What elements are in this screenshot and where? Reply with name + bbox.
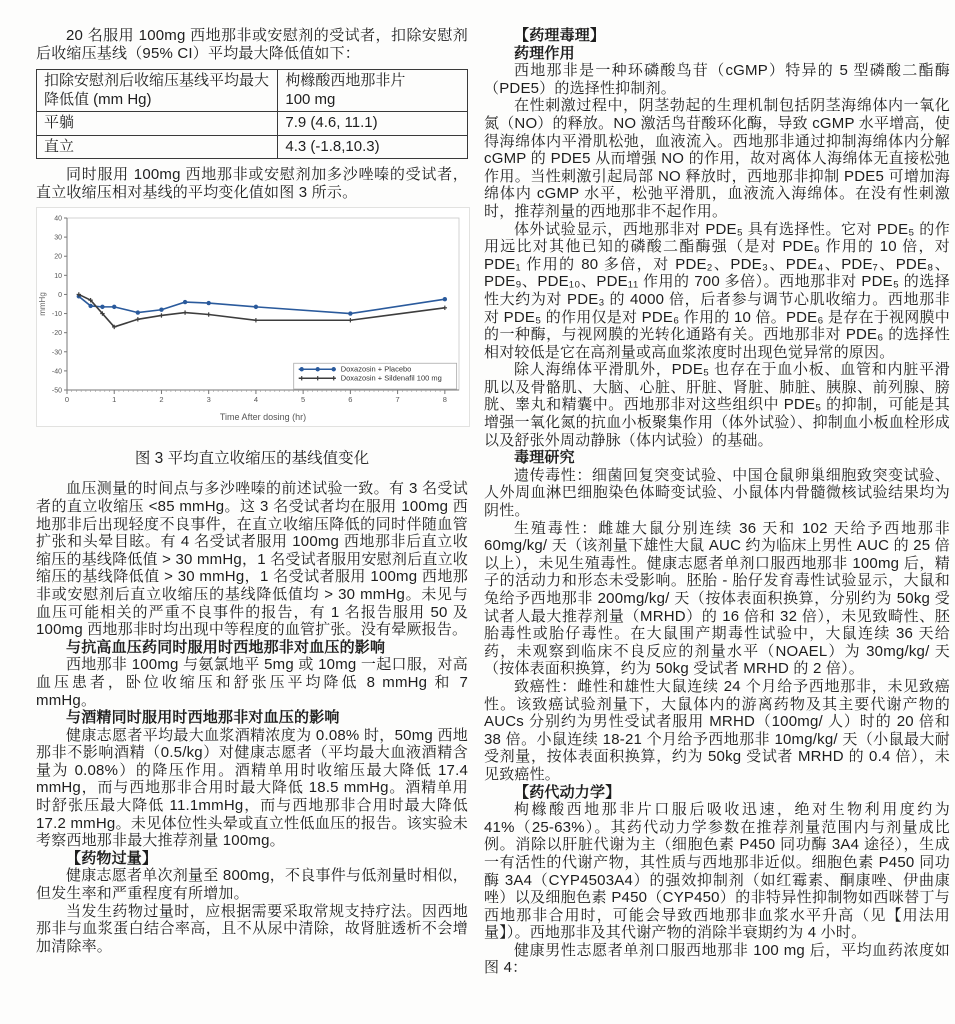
svg-text:0: 0: [64, 395, 70, 405]
pk-paragraph-2: 健康男性志愿者单剂口服西地那非 100 mg 后，平均血药浓度如图 4：: [484, 941, 950, 977]
svg-text:2: 2: [159, 395, 164, 405]
svg-text:-10: -10: [51, 311, 62, 319]
pharm-paragraph-1: 西地那非是一种环磷酸鸟苷（cGMP）特异的 5 型磷酸二酯酶（PDE5）的选择性抑制剂。: [484, 62, 950, 97]
figure-3: [36, 207, 468, 432]
table-cell-standing-label: 直立: [37, 135, 278, 159]
svg-text:Time After dosing (hr): Time After dosing (hr): [219, 412, 307, 423]
table-header-drug-line2: 100 mg: [285, 90, 336, 108]
figure-3-caption: 图 3 平均直立收缩压的基线值变化: [134, 450, 370, 468]
pharm-paragraph-3: 体外试验显示，西地那非对 PDE₅ 具有选择性。它对 PDE₅ 的作用远比对其他已知的磷酸二酯酶强（是对 PDE₆ 作用的 10 倍，对 PDE₁ 作用的 80 多倍，对 PDE₂、PDE₃、PDE₄、PDE₇、PDE₈、PDE₉、PDE₁₀、PDE₁₁ 作用的 700 多倍）。西地那非对 PDE₅ 的选择性大约为对 PDE₃ 的 4000 倍，后者参与调节心肌收缩力。西地那非对 PDE₅ 的作用仅是对 PDE₆ 作用的 10 倍。PDE₆ 是存在于视网膜中的一种酶，与视网膜的光转化通路有关。西地那非对 PDE₆ 的选择性相对较低是它在高剂量或高血浆浓度时出现色觉异常的原因。: [484, 220, 950, 361]
intro-paragraph: 20 名服用 100mg 西地那非或安慰剂的受试者，扣除安慰剂后收缩压基线（95% CI）平均最大降低值如下：: [36, 27, 468, 62]
paragraph-after-table: 同时服用 100mg 西地那非或安慰剂加多沙唑嗪的受试者，直立收缩压相对基线的平均变化值如图 3 所示。: [36, 166, 468, 201]
figure-3-svg: [36, 207, 470, 427]
heading-alcohol: 与酒精同时服用时西地那非对血压的影响: [66, 709, 340, 727]
heading-antihypertensive: 与抗高血压药同时服用时西地那非对血压的影响: [66, 638, 386, 656]
bp-reduction-table: [36, 69, 468, 159]
svg-text:-40: -40: [51, 368, 62, 376]
tox-paragraph-genetic: 遗传毒性：细菌回复突变试验、中国仓鼠卵巢细胞致突变试验、人外周血淋巴细胞染色体畸变试验、小鼠体内骨髓微核试验结果均为阴性。: [484, 466, 950, 520]
svg-text:6: 6: [348, 395, 353, 405]
pharmtox-section-heading: 【药理毒理】: [514, 27, 606, 44]
table-header-label-cell: 扣除安慰剂后收缩压基线平均最大降低值 (mm Hg): [37, 70, 278, 112]
svg-text:10: 10: [54, 273, 62, 281]
overdose-paragraph-2: 当发生药物过量时，应根据需要采取常规支持疗法。因西地那非与血浆蛋白结合率高，且不从尿中清除，故肾脏透析不会增加清除率。: [36, 902, 468, 955]
pharm-paragraph-4: 除人海绵体平滑肌外，PDE₅ 也存在于血小板、血管和内脏平滑肌以及骨骼肌、大脑、心脏、肝脏、肾脏、肺脏、胰腺、前列腺、膀胱、睾丸和精囊中。西地那非对这些组织中 PDE₅ 的抑制，可能是其增强一氧化氮的抗血小板聚集作用（体外试验）、抑制血小板血栓形成以及舒张外周动静脉（体内试验）的基础。: [484, 361, 950, 449]
svg-text:30: 30: [54, 234, 62, 242]
svg-text:-20: -20: [51, 330, 62, 338]
svg-text:5: 5: [301, 395, 306, 405]
svg-text:-30: -30: [51, 349, 62, 357]
svg-text:40: 40: [54, 215, 62, 223]
svg-text:Doxazosin + Sildenafil 100 mg: Doxazosin + Sildenafil 100 mg: [340, 374, 442, 384]
overdose-paragraph-1: 健康志愿者单次剂量至 800mg，不良事件与低剂量时相似，但发生率和严重程度有所增加。: [36, 867, 468, 903]
figure-3-chart: [36, 207, 468, 432]
overdose-section-heading: 【药物过量】: [66, 849, 158, 867]
tox-paragraph-reproductive: 生殖毒性：雌雄大鼠分别连续 36 天和 102 天给予西地那非 60mg/kg/ 天（该剂量下雄性大鼠 AUC 约为临床上男性 AUC 的 25 倍以上），未见生殖毒性。健康志愿者单剂口服西地那非 100mg 后，精子的活动力和形态未受影响。胚胎 - 胎仔发育毒性试验显示，大鼠和兔给予西地那非 200mg/kg/ 天（按体表面积换算，分别约为 50kg 受试者人最大推荐剂量（MRHD）的 16 倍和 32 倍），未见致畸性、胚胎毒性或胎仔毒性。在大鼠围产期毒性试验中，大鼠连续 36 天给药，未观察到临床不良反应的剂量水平（NOAEL）为 30mg/kg/ 天（按体表面积换算，约为 50kg 受试者 MRHD 的 2 倍）。: [484, 519, 950, 678]
antihypertensive-paragraph: 西地那非 100mg 与氨氯地平 5mg 或 10mg 一起口服，对高血压患者，卧位收缩压和舒张压平均降低 8 mmHg 和 7 mmHg。: [36, 656, 468, 709]
table-row: [37, 135, 468, 159]
table-cell-supine-value: 7.9 (4.6, 11.1): [278, 112, 468, 136]
svg-text:Doxazosin + Placebo: Doxazosin + Placebo: [340, 365, 412, 375]
table-row: [37, 112, 468, 136]
pk-paragraph-1: 枸橼酸西地那非片口服后吸收迅速，绝对生物利用度约为 41%（25-63%）。其药代动力学参数在推荐剂量范围内与剂量成比例。消除以肝脏代谢为主（细胞色素 P450 同功酶 3A4 途径），生成一有活性的代谢产物，其性质与西地那非近似。细胞色素 P450 同功酶 3A4（CYP4503A4）的强效抑制剂（如红霉素、酮康唑、伊曲康唑）以及细胞色素 P450（CYP450）的非特异性抑制物如西咪替丁与西地那非合用时，可能会导致西地那非血浆水平升高（见【用法用量】）。西地那非及其代谢产物的消除半衰期约为 4 小时。: [484, 801, 950, 942]
svg-text:20: 20: [54, 254, 62, 262]
pk-section-heading: 【药代动力学】: [514, 783, 621, 801]
alcohol-paragraph: 健康志愿者平均最大血浆酒精浓度为 0.08% 时，50mg 西地那非不影响酒精（0.5/kg）对健康志愿者（平均最大血液酒精含量为 0.08%）的降压作用。酒精单用时收缩压最大降低 17.4 mmHg，而与西地那非合用时最大降低 18.5 mmHg。酒精单用时舒张压最大降低 11.1mmHg，而与西地那非合用时最大降低 17.2 mmHg。未见体位性头晕或直立性低血压的报告。该实验未考察西地那非最大推荐剂量 100mg。: [36, 726, 468, 850]
svg-text:8: 8: [442, 395, 447, 405]
table-header-drug-cell: [278, 70, 468, 112]
svg-text:4: 4: [253, 395, 259, 405]
tox-research-heading: 毒理研究: [514, 449, 575, 467]
pharm-action-heading: 药理作用: [514, 44, 575, 62]
svg-text:-50: -50: [51, 387, 62, 395]
svg-text:0: 0: [58, 292, 62, 300]
svg-text:1: 1: [112, 395, 117, 405]
left-column: [36, 27, 468, 977]
table-header-row: [37, 70, 468, 112]
pharm-paragraph-2: 在性刺激过程中，阴茎勃起的生理机制包括阴茎海绵体内一氧化氮（NO）的释放。NO 激活鸟苷酸环化酶，导致 cGMP 水平增高，使得海绵体内平滑肌松弛，血液流入。西地那非通过抑制海绵体内分解 cGMP 的 PDE5 从而增强 NO 的作用，故对离体人海绵体无直接松弛作用。当性刺激引起局部 NO 释放时，西地那非抑制 PDE5 可增加海绵体内 cGMP 水平，松弛平滑肌，血液流入海绵体。在没有性刺激时，推荐剂量的西地那非不起作用。: [484, 97, 950, 220]
table-header-drug-line1: 枸橼酸西地那非片: [285, 72, 406, 90]
svg-text:mmHg: mmHg: [38, 292, 47, 317]
bp-measurement-paragraph: 血压测量的时间点与多沙唑嗪的前述试验一致。有 3 名受试者的直立收缩压 <85 mmHg。这 3 名受试者均在服用 100mg 西地那非后出现轻度不良事件，在直立收缩压降低的同时伴随血管扩张和头晕目眩。有 4 名受试者服用 100mg 西地那非后直立收缩压的基线降低值 > 30 mmHg，1 名受试者服用安慰剂后直立收缩压的基线降低值 > 30 mmHg，1 名受试者服用 100mg 西地那非或安慰剂后直立收缩压的基线降低值均 > 30 mmHg。未见与血压可能相关的严重不良事件的报告，有 1 名报告服用 50 及 100mg 西地那非时均出现中等程度的血管扩张。没有晕厥报告。: [36, 480, 468, 639]
svg-text:7: 7: [395, 395, 400, 405]
table-cell-supine-label: 平躺: [37, 112, 278, 136]
svg-text:3: 3: [206, 395, 211, 405]
right-column: [484, 27, 950, 977]
table-cell-standing-value: 4.3 (-1.8,10.3): [278, 135, 468, 159]
tox-paragraph-carcinogenic: 致癌性：雌性和雄性大鼠连续 24 个月给予西地那非，未见致癌性。该致癌试验剂量下，大鼠体内的游离药物及其主要代谢产物的 AUCs 分别约为男性受试者服用 MRHD（100mg/ 人）时的 20 倍和 38 倍。小鼠连续 18-21 个月给予西地那非 10mg/kg/ 天（小鼠最大耐受剂量，按体表面积换算，约为 50kg 受试者 MRHD 的 0.4 倍），未见致癌性。: [484, 677, 950, 783]
